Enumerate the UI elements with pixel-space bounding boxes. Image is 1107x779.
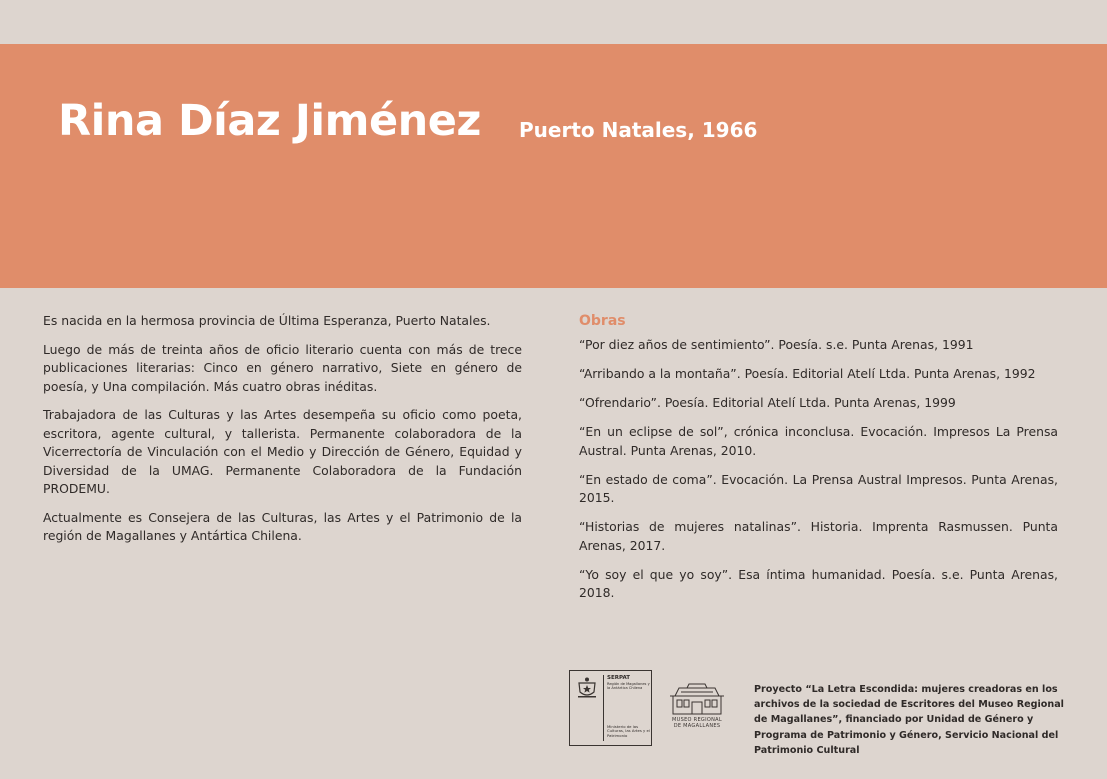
serpat-title: SERPAT <box>607 675 631 681</box>
serpat-subtitle: Región de Magallanes y la Antártica Chilena <box>607 682 650 691</box>
works-list <box>579 336 1058 603</box>
bio-paragraph: Trabajadora de las Culturas y las Artes desempeña su oficio como poeta, escritora, agente cultural, y tallerista. Permanente colaboradora de la Vicerrectoría de Vinculación con el Medio y Dirección de Género, Equidad y Diversidad de la UMAG. Permanente Colaboradora de la Fundación PRODEMU. <box>43 407 522 496</box>
bio-paragraph: Es nacida en la hermosa provincia de Última Esperanza, Puerto Natales. <box>43 313 491 328</box>
works-section <box>579 312 1058 613</box>
work-item: “Por diez años de sentimiento”. Poesía. s.e. Punta Arenas, 1991 <box>579 337 974 352</box>
serpat-logo <box>569 670 652 746</box>
work-item: “Arribando a la montaña”. Poesía. Editorial Atelí Ltda. Punta Arenas, 1992 <box>579 366 1036 381</box>
works-heading: Obras <box>579 313 626 329</box>
bio-paragraph: Luego de más de treinta años de oficio literario cuenta con más de trece publicaciones literarias: Cinco en género narrativo, Siete en género de poesía, y Una compilación. Más cuatro obras inéditas. <box>43 341 522 394</box>
work-item: “Ofrendario”. Poesía. Editorial Atelí Ltda. Punta Arenas, 1999 <box>579 395 956 410</box>
header-banner <box>0 44 1107 288</box>
chile-shield-icon <box>575 676 599 700</box>
work-item: “Historias de mujeres natalinas”. Historia. Imprenta Rasmussen. Punta Arenas, 2017. <box>579 519 1058 553</box>
museum-building-icon <box>665 682 729 718</box>
work-item: “Yo soy el que yo soy”. Esa íntima humanidad. Poesía. s.e. Punta Arenas, 2018. <box>579 566 1058 600</box>
museo-label <box>665 718 729 729</box>
project-credit: Proyecto “La Letra Escondida: mujeres creadoras en los archivos de la sociedad de Escritores del Museo Regional de Magallanes”, financiado por Unidad de Género y Programa de Patrimonio y Género, Servicio Nacional del Patrimonio Cultural <box>754 684 1064 756</box>
bio-paragraph: Actualmente es Consejera de las Culturas, las Artes y el Patrimonio de la región de Magallanes y Antártica Chilena. <box>43 509 522 543</box>
author-name: Rina Díaz Jiménez <box>58 96 481 146</box>
museo-label-line1: MUSEO REGIONAL <box>672 717 722 723</box>
work-item: “En estado de coma”. Evocación. La Prensa Austral Impresos. Punta Arenas, 2015. <box>579 471 1058 505</box>
logo-divider <box>603 675 604 741</box>
biography <box>43 312 522 556</box>
museo-label-line2: DE MAGALLANES <box>673 722 721 729</box>
work-item: “En un eclipse de sol”, crónica inconclusa. Evocación. Impresos La Prensa Austral. Punta Arenas, 2010. <box>579 424 1058 458</box>
birthplace-year: Puerto Natales, 1966 <box>519 118 758 142</box>
ministry-name: Ministerio de las Culturas, las Artes y el Patrimonio <box>607 724 650 738</box>
museo-logo <box>665 682 729 734</box>
